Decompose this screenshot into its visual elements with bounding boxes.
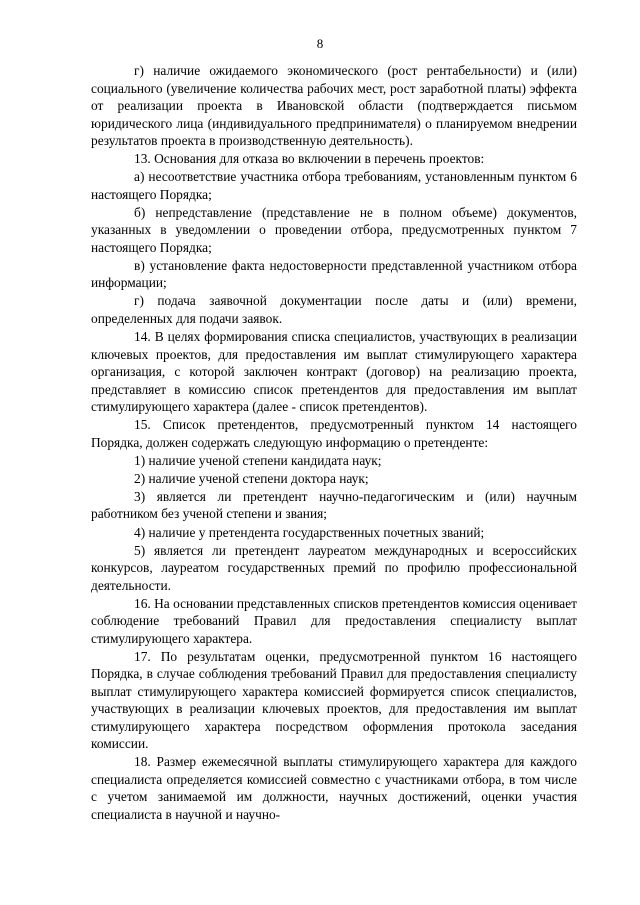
paragraph-13-refusal-grounds: 13. Основания для отказа во включении в перечень проектов: <box>134 151 485 167</box>
paragraph-15: 15. Список претендентов, предусмотренный пунктом 14 настоящего Порядка, должен содержать следующую информацию о претенденте: <box>91 417 577 450</box>
paragraph-13v: в) установление факта недостоверности представленной участником отбора информации; <box>91 257 577 291</box>
paragraph-g-effect: г) наличие ожидаемого экономического (рост рентабельности) и (или) социального (увеличение количества рабочих мест, рост заработной платы) эффекта от реализации проекта в Ивановской области (подтверждается письмом юридического лица (индивидуального предпринимателя) о планируемом внедрении результатов проекта в производственную деятельность). <box>91 63 577 148</box>
paragraph-15-3: 3) является ли претендент научно-педагогическим и (или) научным работником без ученой степени и звания; <box>91 488 577 522</box>
document-body <box>91 62 577 824</box>
paragraph-15-5: 5) является ли претендент лауреатом международных и всероссийских конкурсов, лауреатом государственных премий по профилю профессиональной деятельности. <box>91 542 577 593</box>
paragraph-15-4: 4) наличие у претендента государственных почетных званий; <box>134 524 485 540</box>
paragraph-13b: б) непредставление (представление не в полном объеме) документов, указанных в уведомлении о проведении отбора, предусмотренных пунктом 7 настоящего Порядка; <box>91 204 577 255</box>
paragraph-18: 18. Размер ежемесячной выплаты стимулирующего характера для каждого специалиста определяется комиссией совместно с участниками отбора, в том числе с учетом занимаемой им должности, научных достижений, оценки участия специалиста в научной и научно- <box>91 754 577 822</box>
page-number: 8 <box>316 36 324 51</box>
paragraph-15-1: 1) наличие ученой степени кандидата наук; <box>134 452 382 468</box>
paragraph-16: 16. На основании представленных списков претендентов комиссия оценивает соблюдение требований Правил для предоставления специалисту выплат стимулирующего характера. <box>91 595 577 646</box>
paragraph-13g: г) подача заявочной документации после даты и (или) времени, определенных для подачи заявок. <box>91 293 577 326</box>
paragraph-17: 17. По результатам оценки, предусмотренной пунктом 16 настоящего Порядка, в случае соблюдения требований Правил для предоставления специалисту выплат стимулирующего характера комиссией формируется список специалистов, участвующих в реализации ключевых проектов, для предоставления им выплат стимулирующего характера посредством оформления протокола заседания комиссии. <box>91 648 577 752</box>
paragraph-15-2: 2) наличие ученой степени доктора наук; <box>134 470 369 486</box>
paragraph-13a: а) несоответствие участника отбора требованиям, установленным пунктом 6 настоящего Порядка; <box>91 169 577 202</box>
paragraph-14: 14. В целях формирования списка специалистов, участвующих в реализации ключевых проектов, для предоставления им выплат стимулирующего характера организация, с которой заключен контракт (договор) на реализацию проекта, представляет в комиссию список претендентов для предоставления им выплат стимулирующего характера (далее - список претендентов). <box>91 329 577 415</box>
